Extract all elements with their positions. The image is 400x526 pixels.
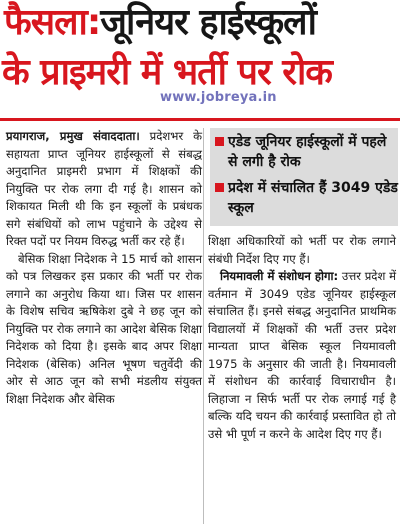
headline-line-2: के प्राइमरी में भर्ती पर रोक — [2, 52, 332, 93]
article-paragraph-2: बेसिक शिक्षा निदेशक ने 15 मार्च को शासन को पत्र लिखकर इस प्रकार की भर्ती पर रोक लगाने का अनुरोध किया था। जिस पर शासन के विशेष सचिव ऋषिकेश दुबे ने छह जून को नियुक्ति पर रोक लगाने का आदेश बेसिक शिक्षा निदेशक को दिया है। इसके बाद अपर शिक्षा निदेशक (बेसिक) अनिल भूषण चतुर्वेदी की ओर से आठ जून को सभी मंडलीय संयुक्त शिक्षा निदेशक और बेसिक — [6, 251, 202, 406]
article-paragraph-4 — [208, 268, 396, 443]
highlights-box — [210, 128, 398, 226]
headline-title-part-1: जूनियर हाईस्कूलों — [100, 2, 316, 43]
dateline: प्रयागराज, प्रमुख संवाददाता। — [6, 129, 140, 143]
highlight-item — [210, 178, 398, 218]
article-column-left — [6, 128, 202, 408]
article-column-right — [208, 233, 396, 443]
highlight-text: प्रदेश में संचालित हैं 3049 एडेड स्कूल — [228, 180, 398, 216]
article-paragraph-4-text: उत्तर प्रदेश में वर्तमान में 3049 एडेड जूनियर हाईस्कूल संचालित हैं। इनसे संबद्ध अनुदानित प्राथमिक विद्यालयों में शिक्षकों की भर्ती उत्तर प्रदेश मान्यता प्राप्त बेसिक स्कूल नियमावली 1975 के अनुसार की जाती है। नियमावली में संशोधन की कार्रवाई विचाराधीन है। लिहाजा न सिर्फ भर्ती पर रोक लगाई गई है बल्कि यदि चयन की कार्रवाई प्रस्तावित हो तो उसे भी पूर्ण न करने के आदेश दिए गए हैं। — [208, 269, 396, 441]
highlight-text: एडेड जूनियर हाईस्कूलों में पहले से लगी है रोक — [228, 134, 387, 170]
headline-rule — [0, 118, 400, 121]
subheading: नियमावली में संशोधन होगा: — [220, 269, 339, 283]
article-paragraph-3: शिक्षा अधिकारियों को भर्ती पर रोक लगाने संबंधी निर्देश दिए गए हैं। — [208, 234, 396, 266]
square-bullet-icon — [215, 183, 224, 192]
headline-label: फैसला: — [4, 2, 101, 43]
highlight-item — [210, 132, 398, 172]
article-paragraph-1-text: प्रदेशभर के सहायता प्राप्त जूनियर हाईस्कूलों से संबद्ध अनुदानित प्राइमरी प्रभाग में शिक्षकों की नियुक्ति पर रोक लगा दी गई है। शासन को शिकायत मिली थी कि इन स्कूलों के प्रबंधक सगे संबंधियों को लाभ पहुंचाने के उद्देश्य से रिक्त पदों पर नियम विरुद्ध भर्ती कर रहे हैं। — [6, 129, 203, 248]
watermark: www.jobreya.in — [160, 90, 277, 105]
column-divider — [203, 128, 204, 524]
headline-line-1 — [4, 0, 400, 46]
article-paragraph-1 — [6, 128, 202, 251]
square-bullet-icon — [215, 137, 224, 146]
